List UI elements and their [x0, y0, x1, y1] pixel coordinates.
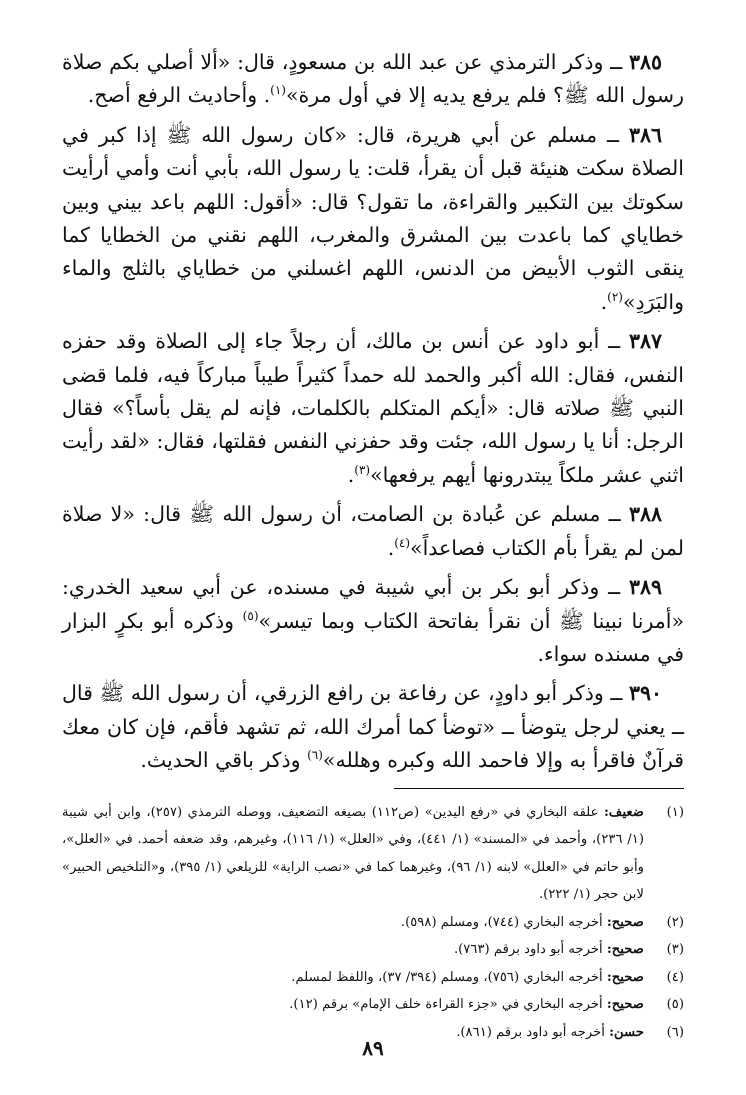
- hadith-386: [62, 119, 684, 319]
- footnote-grade: صحيح:: [606, 969, 644, 985]
- footnote-text: أخرجه البخاري (٧٥٦)، ومسلم (٣٩٤/ ٣٧)، واللفظ لمسلم.: [291, 969, 607, 985]
- hadith-text: أبو داود عن أنس بن مالك، أن رجلاً جاء إلى الصلاة وقد حفزه النفس، فقال: الله أكبر والحمد لله حمداً كثيراً طيباً مباركاً فيه، فلما قضى النبي ﷺ صلاته قال: «أيكم المتكلم بالكلمات، فإنه لم يقل بأساً؟» فقال الرجل: أنا يا رسول الله، جئت وقد حفزني النفس فقلتها، فقال: «لقد رأيت اثني عشر ملكاً يبتدرونها أيهم يرفعها»: [62, 329, 684, 487]
- footnote-grade: صحيح:: [606, 997, 644, 1013]
- footnote-text: أخرجه أبو داود برقم (٧٦٣).: [453, 942, 607, 958]
- hadith-number: ٣٨٩: [628, 575, 662, 600]
- hadith-text: وذكر الترمذي عن عبد الله بن مسعودٍ، قال: «ألا أصلي بكم صلاة رسول الله ﷺ؟ فلم يرفع يديه إلا في أول مرة»: [62, 50, 684, 108]
- footnote-number: (٣): [666, 942, 684, 958]
- footnote-number: (١): [666, 804, 684, 820]
- hadith-number: ٣٩٠: [628, 681, 662, 706]
- hadith-390: [62, 677, 684, 777]
- footnote-grade: صحيح:: [606, 942, 644, 958]
- hadith-387: [62, 325, 684, 492]
- footnote-ref[interactable]: (١): [270, 83, 286, 98]
- footnote-4: [62, 964, 684, 992]
- footnote-text: أخرجه أبو داود برقم (٨٦١).: [456, 1024, 610, 1040]
- hadith-text: مسلم عن أبي هريرة، قال: «كان رسول الله ﷺ إذا كبر في الصلاة سكت هنيئة قبل أن يقرأ، قلت: يا رسول الله، بأبي أنت وأمي أرأيت سكوتك بين التكبير والقراءة، ما تقول؟ قال: «أقول: اللهم باعد بيني وبين خطاياي كما باعدت بين المشرق والمغرب، اللهم نقني من الخطايا كما ينقى الثوب الأبيض من الدنس، اللهم اغسلني من خطاياي بالثلج والماء والبَرَدِ»: [62, 122, 684, 314]
- hadith-number: ٣٨٧: [628, 329, 663, 354]
- footnote-text: أخرجه البخاري (٧٤٤)، ومسلم (٥٩٨).: [400, 914, 607, 930]
- footnote-3: [62, 936, 684, 964]
- hadith-number: ٣٨٥: [628, 50, 662, 74]
- hadith-tail: .: [347, 462, 355, 487]
- hadith-389: [62, 571, 684, 671]
- footnote-divider: [394, 788, 684, 789]
- footnote-1: [62, 799, 684, 909]
- separator: ــ: [603, 50, 629, 74]
- hadith-tail: وذكر باقي الحديث.: [140, 748, 308, 773]
- footnote-number: (٥): [666, 997, 684, 1013]
- footnotes: [62, 799, 684, 1047]
- footnote-text: علقه البخاري في «رفع اليدين» (ص١١٢) بصيغه التضعيف، ووصله الترمذي (٢٥٧)، وابن أبي شيبة (١/ ٢٣٦)، وأحمد في «المسند» (١/ ٤٤١)، وفي «العلل» (١/ ١١٦)، وغيرهم، وقد ضعفه أحمد. في «العلل»، وأبو حاتم في «العلل» لابنه (١/ ٩٦)، وغيرهما كما في «نصب الراية» للزيلعي (١/ ٣٩٥)، و«التلخيص الحبير» لابن حجر (١/ ٢٢٢).: [62, 804, 644, 903]
- hadith-tail: وذكره أبو بكرٍ البزار في مسنده سواء.: [62, 608, 684, 666]
- footnote-ref[interactable]: (٢): [607, 290, 623, 305]
- hadith-body: [62, 46, 684, 778]
- footnote-ref[interactable]: (٣): [354, 463, 371, 478]
- hadith-388: [62, 498, 684, 565]
- separator: ــ: [603, 681, 629, 706]
- separator: ــ: [600, 502, 629, 527]
- hadith-number: ٣٨٨: [628, 502, 663, 527]
- footnote-grade: حسن:: [609, 1024, 644, 1040]
- hadith-385: [62, 46, 684, 113]
- hadith-tail: .: [600, 289, 608, 314]
- hadith-tail: .: [387, 535, 395, 560]
- footnote-number: (٦): [666, 1024, 684, 1040]
- footnote-ref[interactable]: (٤): [394, 535, 411, 550]
- footnote-grade: صحيح:: [606, 914, 644, 930]
- footnote-ref[interactable]: (٥): [242, 608, 259, 623]
- separator: ــ: [599, 575, 629, 600]
- hadith-tail: . وأحاديث الرفع أصح.: [87, 83, 271, 108]
- hadith-text: مسلم عن عُبادة بن الصامت، أن رسول الله ﷺ قال: «لا صلاة لمن لم يقرأ بأم الكتاب فصاعداً»: [62, 502, 684, 560]
- separator: ــ: [597, 122, 629, 147]
- footnote-ref[interactable]: (٦): [307, 748, 323, 763]
- footnote-number: (٤): [666, 969, 684, 985]
- footnote-grade: ضعيف:: [603, 804, 644, 820]
- footnote-text: أخرجه البخاري في «جزء القراءة خلف الإمام» برقم (١٢).: [289, 997, 607, 1013]
- hadith-text: وذكر أبو بكر بن أبي شيبة في مسنده، عن أبي سعيد الخدري: «أمرنا نبينا ﷺ أن نقرأ بفاتحة الكتاب وبما تيسر»: [62, 575, 684, 633]
- footnote-2: [62, 909, 684, 937]
- separator: ــ: [599, 329, 629, 354]
- hadith-text: وذكر أبو داودٍ، عن رفاعة بن رافع الزرقي، أن رسول الله ﷺ قال ــ يعني لرجل يتوضأ ــ «توضأ كما أمرك الله، ثم تشهد فأقم، فإن كان معك قرآنٌ فاقرأ به وإلا فاحمد الله وكبره وهلله»: [62, 681, 684, 773]
- hadith-number: ٣٨٦: [628, 122, 663, 147]
- footnote-5: [62, 991, 684, 1019]
- page-number: ٨٩: [362, 1036, 384, 1060]
- footnote-number: (٢): [666, 914, 684, 930]
